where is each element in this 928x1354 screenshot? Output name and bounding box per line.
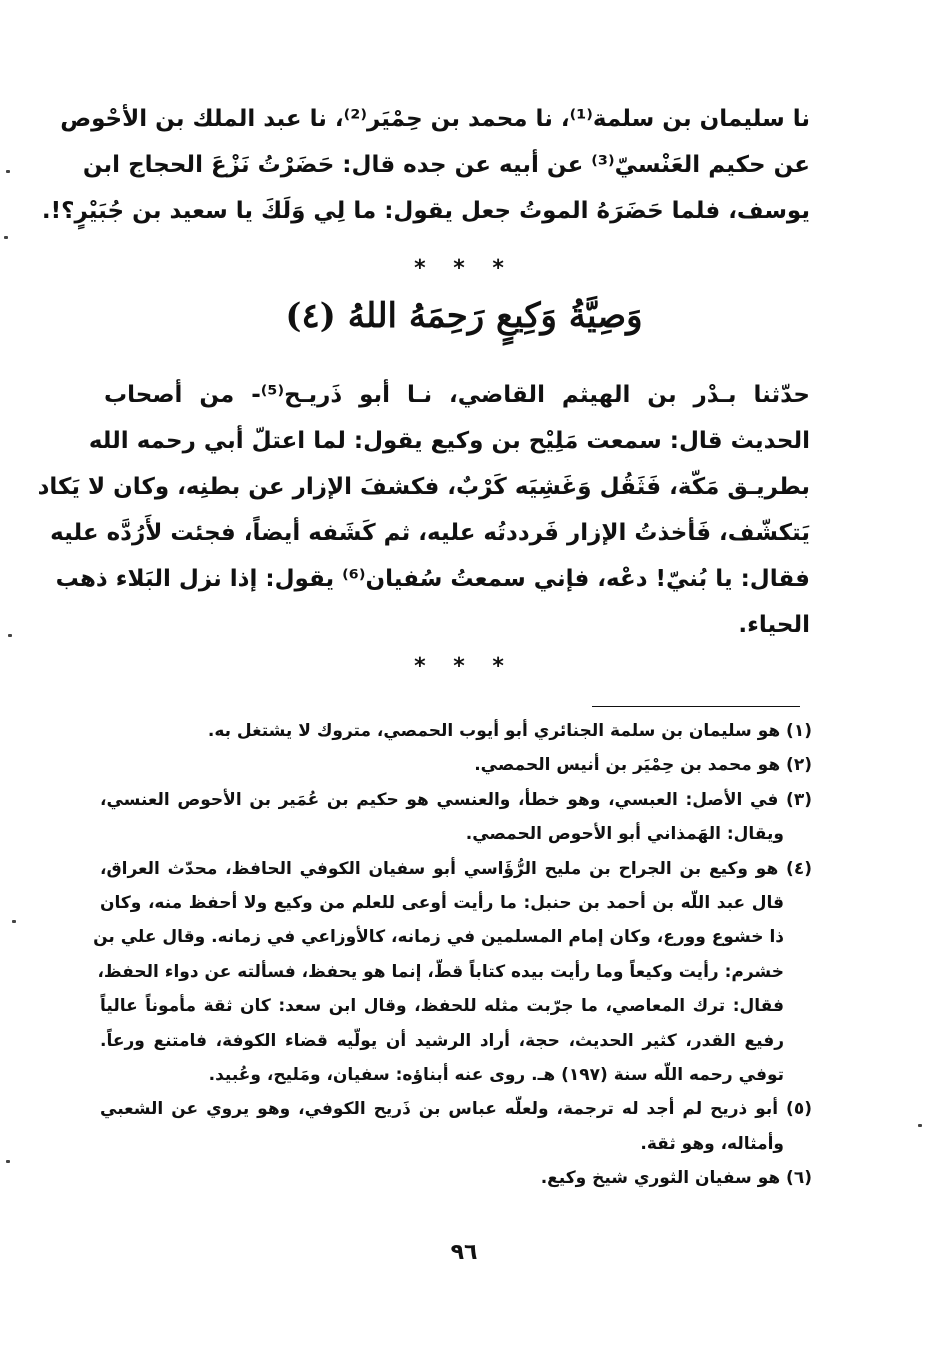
- footnote-4-continuation: ذا خشوع وورع، وكان إمام المسلمين في زمانه، كالأوزاعي في زمانه. وقال علي بن: [93, 927, 784, 948]
- footnote-3-continuation: ويقال: الهَمذاني أبو الأحوص الحمصي.: [465, 824, 784, 845]
- text-line: بطريـق مَكّة، فَثَقُل وَغَشِيَه كَرْبٌ، فكشفَ الإزار عن بطنِه، وكان لا يَكاد: [37, 474, 810, 500]
- footnote-3: (٣) في الأصل: العبسي، وهو خطأ، والعنسي هو حكيم بن عُمَير بن الأحوص العنسي،: [100, 789, 812, 810]
- footnote-6: (٦) هو سفيان الثوري شيخ وكيع.: [540, 1168, 812, 1189]
- footnote-4-continuation: فقال: ترك المعاصي، ما جرّبت مثله للحفظ، وقال ابن سعد: كان ثقة مأموناً عالياً: [100, 996, 784, 1017]
- footnote-4-continuation: خشرم: رأيت وكيعاً وما رأيت بيده كتاباً قطّ، إنما هو يحفظ، فسألته عن دواء الحفظ،: [97, 961, 784, 982]
- text-line: حدّثنا بـدْر بن الهيثم القاضي، نـا أبو ذَريـح⁽⁵⁾- من أصحاب: [104, 382, 810, 408]
- text-line: الحياء.: [738, 612, 810, 638]
- intro-paragraph: [41, 96, 810, 234]
- footnote-5: (٥) أبو ذريح لم أجد له ترجمة، ولعلّه عباس بن ذَريح الكوفي، وهو يروي عن الشعبي: [100, 1099, 812, 1120]
- footnote-2: (٢) هو محمد بن حِمْيَر بن أنيس الحمصي.: [474, 755, 812, 776]
- scan-speck: [918, 1124, 922, 1127]
- footnote-4-continuation: قال عبد اللّه بن أحمد بن حنبل: ما رأيت أوعى للعلم من وكيع ولا أحفظ منه، وكان: [100, 892, 784, 913]
- footnote-5-continuation: وأمثاله، وهو ثقة.: [640, 1133, 784, 1154]
- text-line: فقال: يا بُنيّ! دعْه، فإني سمعتُ سُفيان⁽⁶⁾ يقول: إذا نزل البَلاء ذهب: [55, 566, 810, 592]
- scan-speck: [12, 920, 16, 923]
- footnote-1: (١) هو سليمان بن سلمة الجنائري أبو أيوب الحمصي، متروك لا يشتغل به.: [207, 721, 812, 741]
- footnote-4: (٤) هو وكيع بن الجراح بن مليح الرُّؤَاسي أبو سفيان الكوفي الحافظ، محدّث العراق،: [100, 858, 812, 879]
- footnotes: [93, 714, 812, 1195]
- footnote-divider: [592, 706, 800, 707]
- section-separator: * * *: [414, 256, 514, 281]
- scan-speck: [6, 170, 10, 173]
- story-paragraph: [37, 372, 810, 648]
- text-line: عن حكيم العَنْسيّ⁽³⁾ عن أبيه عن جده قال: حَضَرْتُ نَزْعَ الحجاج ابن: [82, 152, 810, 178]
- footnote-4-continuation: توفي رحمه اللّه سنة (١٩٧) هـ. روى عنه أبناؤه: سفيان، ومَليح، وعُبيد.: [208, 1064, 784, 1085]
- text-line: يَتكشّف، فَأخذتُ الإزار فَرددتُه عليه، ثم كَشَفه أيضاً، فجئت لأَرُدَّه عليه: [50, 520, 810, 546]
- text-line: يوسف، فلما حَضَرَهُ الموتُ جعل يقول: ما لِي وَلَكَ يا سعيد بن جُبَيْرٍ؟!.: [41, 198, 810, 224]
- text-line: نا سليمان بن سلمة⁽¹⁾، نا محمد بن حِمْيَر⁽²⁾، نا عبد الملك بن الأحْوص: [60, 106, 810, 132]
- footnote-4-continuation: رفيع القدر، كثير الحديث، حجة، أراد الرشيد أن يولّيه قضاء الكوفة، فامتنع ورعاً.: [100, 1030, 784, 1051]
- page-number: ٩٦: [450, 1240, 478, 1265]
- text-line: الحديث قال: سمعت مَلِيْح بن وكيع يقول: لما اعتلّ أبي رحمه الله: [88, 428, 810, 454]
- section-heading: وَصِيَّةُ وَكِيعٍ رَحِمَهُ اللهُ (٤): [285, 296, 643, 336]
- scan-speck: [4, 236, 8, 239]
- scan-speck: [8, 634, 12, 637]
- section-separator: * * *: [414, 654, 514, 679]
- scan-speck: [6, 1160, 10, 1163]
